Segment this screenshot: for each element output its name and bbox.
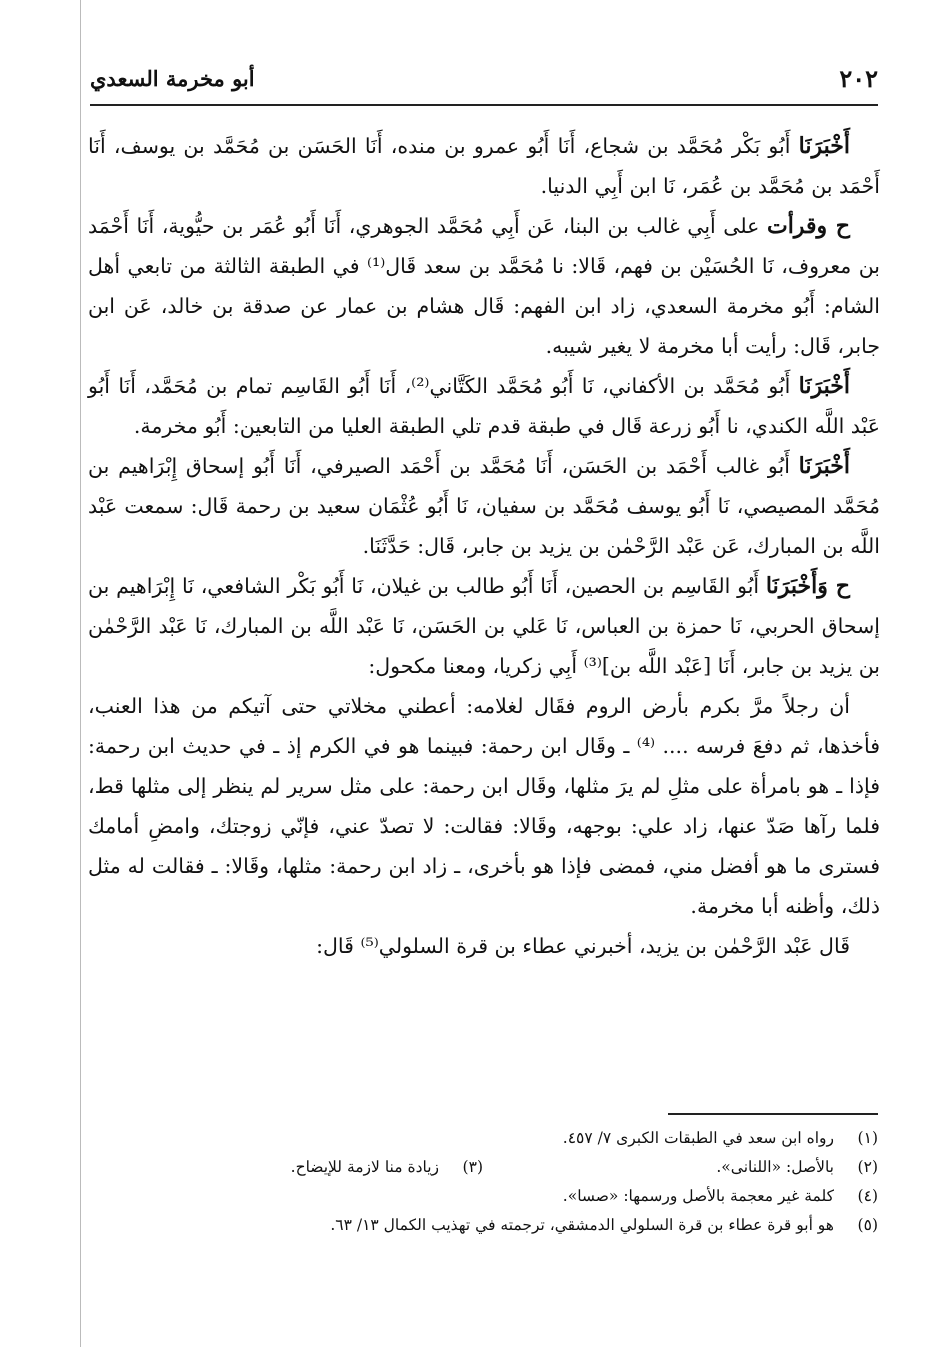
paragraph-3-keyword: أَخْبَرَنَا (798, 373, 850, 399)
paragraph-1-keyword: أَخْبَرَنَا (798, 133, 850, 159)
footnote-5 (88, 1211, 878, 1240)
page-number: ٢٠٢ (839, 64, 878, 93)
footnote-3 (88, 1153, 483, 1182)
paragraph-1-text: أَبُو بَكْر مُحَمَّد بن شجاع، أَنَا أَبُو عمرو بن منده، أَنَا الحَسَن بن مُحَمَّد بن يوسف، أَنَا أَحْمَد بن مُحَمَّد بن عُمَر، نَا ابن أَبِي الدنيا. (88, 134, 880, 198)
main-text (88, 126, 880, 966)
footnote-3-mark: (٣) (462, 1158, 483, 1176)
paragraph-3-text: أَبُو مُحَمَّد بن الأكفاني، نَا أَبُو مُحَمَّد الكَتَّاني⁽²⁾، أَنَا أَبُو القَاسِم تمام بن مُحَمَّد، أَنَا أَبُو عَبْد اللَّه الكندي، نا أَبُو زرعة قَال في طبقة قدم تلي الطبقة العليا من التابعين: أَبُو مخرمة. (88, 374, 880, 438)
paragraph-4-text: أَبُو غالب أَحْمَد بن الحَسَن، أَنَا مُحَمَّد بن أَحْمَد الصيرفي، أَنَا أَبُو إسحاق إِبْرَاهيم بن مُحَمَّد المصيصي، نَا أَبُو يوسف مُحَمَّد بن سفيان، نَا أَبُو عُثْمَان سعيد بن رحمة قَال: سمعت عَبْد اللَّه بن المبارك، عَن عَبْد الرَّحْمٰن بن يزيد بن جابر، قَال: حَدَّثَنَا. (88, 454, 880, 558)
footnote-3-text: زيادة منا لازمة للإيضاح. (290, 1158, 439, 1176)
paragraph-4 (88, 446, 880, 566)
footnote-2-mark: (٢) (857, 1158, 878, 1176)
footnote-1 (88, 1124, 878, 1153)
paragraph-2-keyword: ح وقرأت (766, 213, 851, 239)
paragraph-6-text: أن رجلاً مرَّ بكرم بأرض الروم فقَال لغلامه: أعطني مخلاتي حتى آتيكم من هذا العنب، فأخذها، ثم دفعَ فرسه .... ⁽⁴⁾ ـ وقَال ابن رحمة: فبينما هو في الكرم إذ ـ في حديث ابن رحمة: فإذا ـ هو بامرأة على مثلِ لم يرَ مثلها، وقَال ابن رحمة: على مثل سرير لم ينظر إلى مثلها قط، فلما رآها صَدّ عنها، زاد علي: بوجهه، وقَالا: فقالت: لا تصدّ عني، فإنّي زوجتك، وامضِ أمامك فسترى ما هو أفضل مني، فمضى فإذا هو بأخرى، ـ زاد ابن رحمة: مثلها، وقَالا: ـ فقالت له مثل ذلك، وأظنه أبا مخرمة. (88, 694, 880, 918)
page-header (90, 60, 878, 100)
footnote-row-2 (88, 1153, 878, 1182)
paragraph-5-keyword: ح وَأَخْبَرَنَا (765, 573, 850, 599)
paragraph-5 (88, 566, 880, 686)
footnote-rule (668, 1113, 878, 1115)
footnote-4 (88, 1182, 878, 1211)
header-rule (90, 104, 878, 106)
footnote-5-mark: (٥) (857, 1216, 878, 1234)
footnote-2 (483, 1153, 878, 1182)
paragraph-1 (88, 126, 880, 206)
footnote-1-mark: (١) (857, 1129, 878, 1147)
paragraph-5-text: أَبُو القَاسِم بن الحصين، أَنَا أَبُو طالب بن غيلان، نَا أَبُو بَكْر الشافعي، نَا إِبْرَاهيم بن إسحاق الحربي، نَا حمزة بن العباس، نَا عَلي بن الحَسَن، نَا عَبْد اللَّه بن المبارك، نَا عَبْد الرَّحْمٰن بن يزيد بن جابر، أَنَا [عَبْد اللَّه بن]⁽³⁾ أَبِي زكريا، ومعنا مكحول: (88, 574, 880, 678)
paragraph-2 (88, 206, 880, 366)
paragraph-3 (88, 366, 880, 446)
running-title: أبو مخرمة السعدي (90, 66, 255, 91)
paragraph-6 (88, 686, 880, 926)
paragraph-4-keyword: أَخْبَرَنَا (798, 453, 850, 479)
footnote-4-mark: (٤) (857, 1187, 878, 1205)
paragraph-7 (88, 926, 880, 966)
footnote-1-text: رواه ابن سعد في الطبقات الكبرى ٧/ ٤٥٧. (562, 1129, 834, 1147)
page-edge-line (80, 0, 81, 1347)
footnote-4-text: كلمة غير معجمة بالأصل ورسمها: «صسا». (562, 1187, 834, 1205)
footnotes (88, 1124, 878, 1240)
footnote-2-text: بالأصل: «اللنانى». (716, 1158, 834, 1176)
paragraph-7-text: قَال عَبْد الرَّحْمٰن بن يزيد، أخبرني عطاء بن قرة السلولي⁽⁵⁾ قَال: (316, 934, 850, 958)
paragraph-2-text: على أَبِي غالب بن البنا، عَن أَبِي مُحَمَّد الجوهري، أَنَا أَبُو عُمَر بن حيُّوية، أَنَا أَحْمَد بن معروف، نَا الحُسَيْن بن فهم، قَالا: نا مُحَمَّد بن سعد قَال⁽¹⁾ في الطبقة الثالثة من تابعي أهل الشام: أَبُو مخرمة السعدي، زاد ابن الفهم: قَال هشام بن عمار عن صدقة بن خالد، عَن ابن جابر، قَال: رأيت أبا مخرمة لا يغير شيبه. (88, 214, 881, 358)
footnote-5-text: هو أبو قرة عطاء بن قرة السلولي الدمشقي، ترجمته في تهذيب الكمال ١٣/ ٦٣. (330, 1216, 834, 1234)
